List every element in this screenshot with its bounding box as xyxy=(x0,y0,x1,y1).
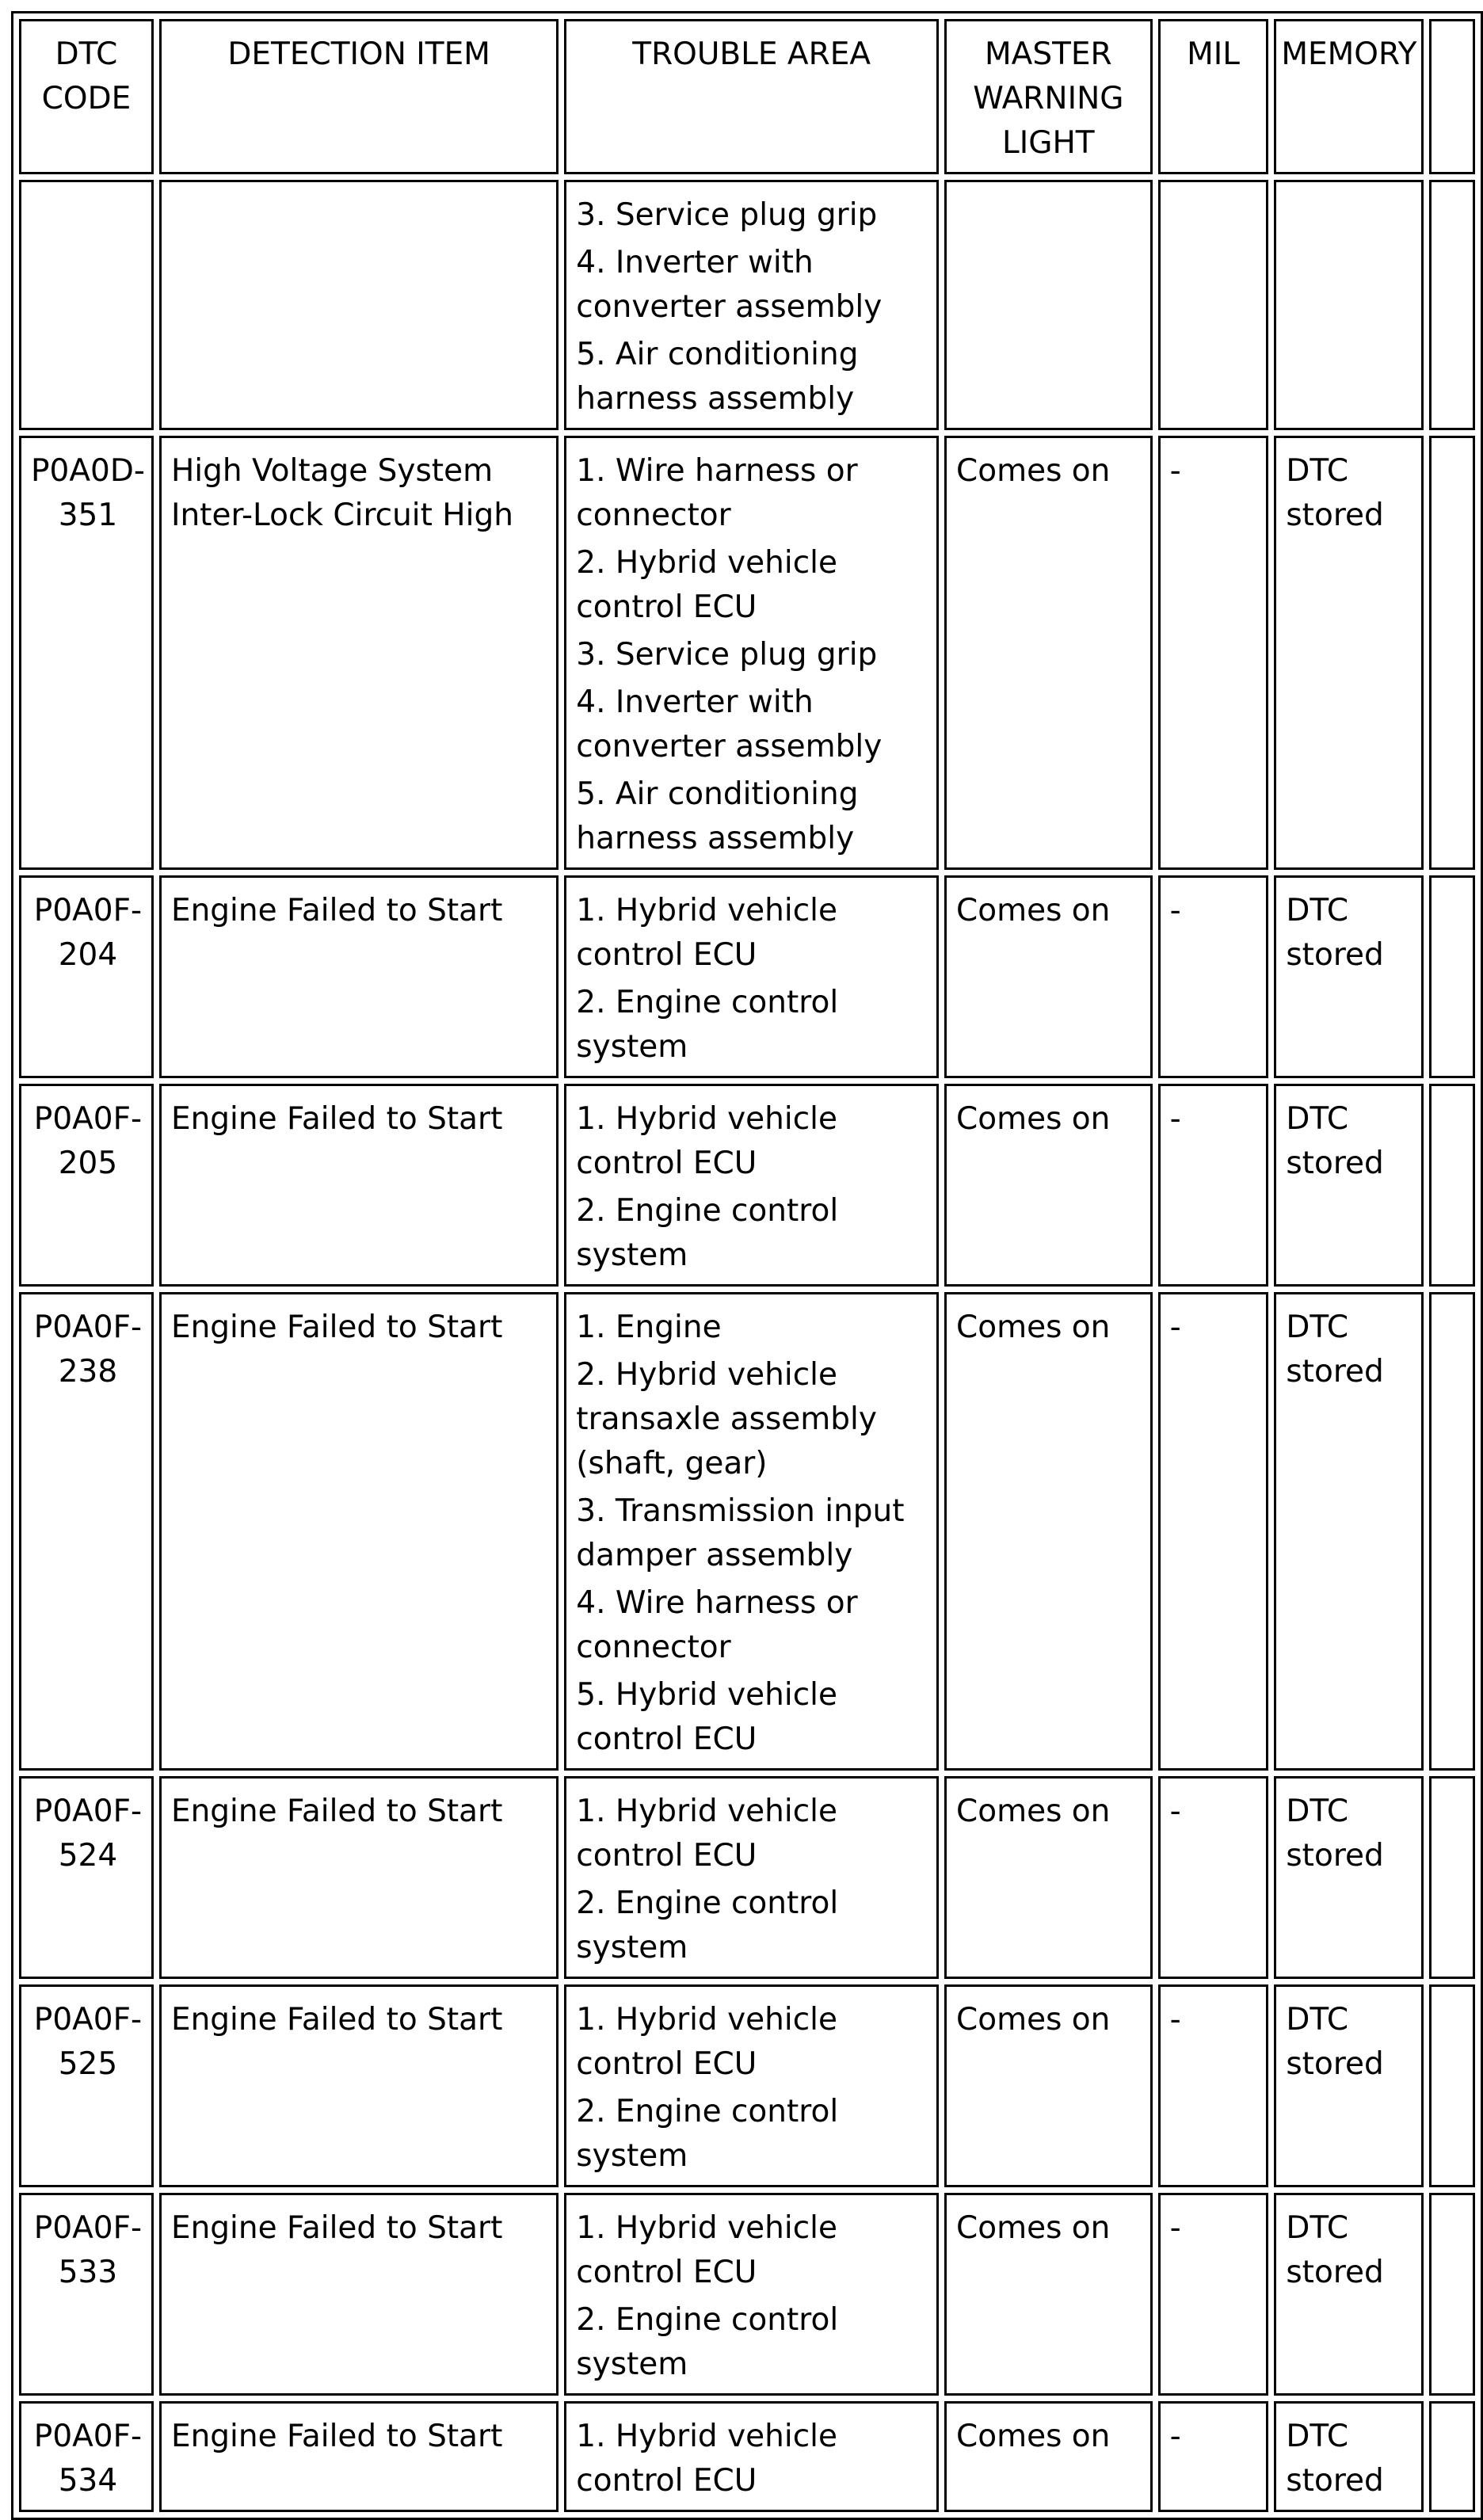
dtc-code-text: P0A0F- xyxy=(33,1101,143,1137)
mil-text: - xyxy=(1169,2002,1181,2038)
mil-cell xyxy=(1158,180,1269,430)
trouble-area-item: 2. Hybrid vehicle transaxle assembly (shaft, gear) xyxy=(576,1357,877,1481)
trouble-area-item: 3. Service plug grip xyxy=(576,637,878,673)
master-warning-light-text: Comes on xyxy=(956,893,1111,928)
clipped-column-cell xyxy=(1429,1776,1475,1979)
master-warning-light-cell xyxy=(944,2193,1153,2396)
table-row xyxy=(19,2193,1475,2396)
trouble-area-item: 1. Hybrid vehicle control ECU xyxy=(576,1101,837,1181)
trouble-area-cell xyxy=(564,436,939,870)
trouble-area-item: 2. Engine control system xyxy=(576,1885,839,1965)
master-warning-light-text: Comes on xyxy=(956,2210,1111,2246)
memory-cell xyxy=(1274,1776,1424,1979)
dtc-code-cell xyxy=(19,1984,154,2187)
trouble-area-item: 1. Hybrid vehicle control ECU xyxy=(576,2419,837,2499)
clipped-column-cell xyxy=(1429,2193,1475,2396)
mil-cell xyxy=(1158,2401,1269,2512)
clipped-column-cell xyxy=(1429,1984,1475,2187)
dtc-code-text: 205 xyxy=(58,1146,118,1181)
trouble-area-item: 1. Hybrid vehicle control ECU xyxy=(576,1794,837,1874)
trouble-area-item: 2. Engine control system xyxy=(576,2302,839,2382)
memory-cell xyxy=(1274,1984,1424,2187)
header-trouble-area xyxy=(564,19,939,174)
clipped-column-cell xyxy=(1429,875,1475,1078)
detection-item-cell xyxy=(159,436,559,870)
detection-item-cell xyxy=(159,2193,559,2396)
header-memory-line: MEMORY xyxy=(1281,36,1417,72)
header-master-warning-light-line: LIGHT xyxy=(1002,125,1095,161)
trouble-area-cell xyxy=(564,875,939,1078)
dtc-code-text: 351 xyxy=(58,498,118,533)
trouble-area-item: 5. Air conditioning harness assembly xyxy=(576,337,859,417)
dtc-code-cell xyxy=(19,436,154,870)
header-memory xyxy=(1274,19,1424,174)
memory-cell xyxy=(1274,2401,1424,2512)
header-trouble-area-line: TROUBLE AREA xyxy=(632,36,871,72)
memory-text: DTC xyxy=(1286,893,1349,928)
trouble-area-item: 1. Hybrid vehicle control ECU xyxy=(576,893,837,973)
master-warning-light-cell xyxy=(944,2401,1153,2512)
memory-cell xyxy=(1274,2193,1424,2396)
master-warning-light-cell xyxy=(944,1292,1153,1771)
header-mil xyxy=(1158,19,1269,174)
detection-item-cell xyxy=(159,2401,559,2512)
header-master-warning-light-line: WARNING xyxy=(973,81,1124,116)
header-mil-line: MIL xyxy=(1187,36,1240,72)
table-row xyxy=(19,875,1475,1078)
trouble-area-cell xyxy=(564,2401,939,2512)
detection-item-text: Engine Failed to Start xyxy=(170,1794,503,1829)
trouble-area-item: 2. Hybrid vehicle control ECU xyxy=(576,545,837,625)
table-row xyxy=(19,1984,1475,2187)
mil-text: - xyxy=(1169,1101,1181,1137)
table-row xyxy=(19,2401,1475,2512)
dtc-code-text: P0A0F- xyxy=(33,1794,143,1829)
mil-text: - xyxy=(1169,1310,1181,1345)
trouble-area-cell xyxy=(564,1084,939,1287)
mil-cell xyxy=(1158,1984,1269,2187)
memory-cell xyxy=(1274,180,1424,430)
memory-text: DTC xyxy=(1286,2210,1349,2246)
master-warning-light-cell xyxy=(944,875,1153,1078)
table-row xyxy=(19,1292,1475,1771)
dtc-code-text: 534 xyxy=(58,2463,118,2499)
dtc-code-text: P0A0F- xyxy=(33,893,143,928)
dtc-code-text: P0A0F- xyxy=(33,2210,143,2246)
trouble-area-item: 1. Hybrid vehicle control ECU xyxy=(576,2210,837,2290)
dtc-code-text: P0A0F- xyxy=(33,1310,143,1345)
table-row xyxy=(19,180,1475,430)
mil-cell xyxy=(1158,1084,1269,1287)
table-row xyxy=(19,1084,1475,1287)
dtc-code-text: 525 xyxy=(58,2046,118,2082)
clipped-column-cell xyxy=(1429,1084,1475,1287)
trouble-area-item: 5. Air conditioning harness assembly xyxy=(576,776,859,856)
header-master-warning-light-line: MASTER xyxy=(985,36,1112,72)
detection-item-text: Inter-Lock Circuit High xyxy=(170,498,513,533)
header-row xyxy=(19,19,1475,174)
master-warning-light-text: Comes on xyxy=(956,2002,1111,2038)
master-warning-light-cell xyxy=(944,1084,1153,1287)
trouble-area-item: 1. Engine xyxy=(576,1310,722,1345)
clipped-column-cell xyxy=(1429,1292,1475,1771)
master-warning-light-text: Comes on xyxy=(956,453,1111,489)
mil-cell xyxy=(1158,436,1269,870)
master-warning-light-cell xyxy=(944,436,1153,870)
memory-text: DTC xyxy=(1286,1310,1349,1345)
trouble-area-item: 4. Inverter with converter assembly xyxy=(576,245,883,325)
memory-text: stored xyxy=(1286,1838,1384,1874)
detection-item-cell xyxy=(159,180,559,430)
mil-text: - xyxy=(1169,2419,1181,2454)
dtc-code-cell xyxy=(19,875,154,1078)
dtc-code-text: 204 xyxy=(58,937,118,973)
memory-text: DTC xyxy=(1286,1794,1349,1829)
detection-item-cell xyxy=(159,1084,559,1287)
trouble-area-item: 2. Engine control system xyxy=(576,2094,839,2174)
trouble-area-item: 1. Hybrid vehicle control ECU xyxy=(576,2002,837,2082)
trouble-area-cell xyxy=(564,1292,939,1771)
dtc-code-text: 524 xyxy=(58,1838,118,1874)
dtc-code-text: P0A0F- xyxy=(33,2419,143,2454)
memory-text: DTC xyxy=(1286,2419,1349,2454)
mil-cell xyxy=(1158,875,1269,1078)
header-master-warning-light xyxy=(944,19,1153,174)
dtc-code-cell xyxy=(19,180,154,430)
header-detection-item-line: DETECTION ITEM xyxy=(227,36,490,72)
mil-text: - xyxy=(1169,453,1181,489)
trouble-area-item: 3. Service plug grip xyxy=(576,197,878,233)
dtc-code-text: P0A0F- xyxy=(33,2002,143,2038)
master-warning-light-cell xyxy=(944,1984,1153,2187)
mil-text: - xyxy=(1169,893,1181,928)
header-detection-item xyxy=(159,19,559,174)
clipped-column-cell xyxy=(1429,180,1475,430)
dtc-code-cell xyxy=(19,1776,154,1979)
clipped-column-cell xyxy=(1429,436,1475,870)
header-dtc-code xyxy=(19,19,154,174)
detection-item-cell xyxy=(159,1292,559,1771)
dtc-code-cell xyxy=(19,2193,154,2396)
trouble-area-item: 4. Inverter with converter assembly xyxy=(576,684,883,764)
memory-text: DTC xyxy=(1286,453,1349,489)
trouble-area-cell xyxy=(564,180,939,430)
dtc-code-text: 238 xyxy=(58,1354,118,1390)
trouble-area-cell xyxy=(564,2193,939,2396)
memory-text: DTC xyxy=(1286,2002,1349,2038)
detection-item-cell xyxy=(159,1776,559,1979)
dtc-code-text: 533 xyxy=(58,2255,118,2290)
header-dtc-code-line: DTC xyxy=(55,36,118,72)
dtc-code-cell xyxy=(19,1084,154,1287)
memory-cell xyxy=(1274,875,1424,1078)
memory-text: stored xyxy=(1286,1354,1384,1390)
trouble-area-item: 3. Transmission input damper assembly xyxy=(576,1493,905,1573)
mil-cell xyxy=(1158,2193,1269,2396)
memory-text: stored xyxy=(1286,2255,1384,2290)
trouble-area-item: 2. Engine control system xyxy=(576,985,839,1065)
memory-text: stored xyxy=(1286,937,1384,973)
table-row xyxy=(19,436,1475,870)
trouble-area-item: 5. Hybrid vehicle control ECU xyxy=(576,1677,837,1757)
master-warning-light-text: Comes on xyxy=(956,1794,1111,1829)
memory-cell xyxy=(1274,1292,1424,1771)
dtc-code-cell xyxy=(19,2401,154,2512)
memory-text: stored xyxy=(1286,2463,1384,2499)
mil-cell xyxy=(1158,1292,1269,1771)
mil-text: - xyxy=(1169,2210,1181,2246)
detection-item-text: Engine Failed to Start xyxy=(170,1101,503,1137)
master-warning-light-cell xyxy=(944,180,1153,430)
detection-item-cell xyxy=(159,875,559,1078)
table-row xyxy=(19,1776,1475,1979)
memory-cell xyxy=(1274,436,1424,870)
trouble-area-cell xyxy=(564,1776,939,1979)
dtc-table xyxy=(11,11,1483,2520)
mil-text: - xyxy=(1169,1794,1181,1829)
memory-cell xyxy=(1274,1084,1424,1287)
header-dtc-code-line: CODE xyxy=(41,81,132,116)
detection-item-text: Engine Failed to Start xyxy=(170,1310,503,1345)
mil-cell xyxy=(1158,1776,1269,1979)
clipped-column-cell xyxy=(1429,2401,1475,2512)
detection-item-text: High Voltage System xyxy=(170,453,494,489)
detection-item-text: Engine Failed to Start xyxy=(170,2002,503,2038)
dtc-code-cell xyxy=(19,1292,154,1771)
trouble-area-item: 2. Engine control system xyxy=(576,1193,839,1273)
master-warning-light-text: Comes on xyxy=(956,2419,1111,2454)
detection-item-text: Engine Failed to Start xyxy=(170,2419,503,2454)
dtc-table-body xyxy=(19,180,1475,2512)
master-warning-light-text: Comes on xyxy=(956,1310,1111,1345)
memory-text: stored xyxy=(1286,1146,1384,1181)
header-clipped-column xyxy=(1429,19,1475,174)
detection-item-text: Engine Failed to Start xyxy=(170,2210,503,2246)
trouble-area-cell xyxy=(564,1984,939,2187)
trouble-area-item: 4. Wire harness or connector xyxy=(576,1585,858,1665)
dtc-code-text: P0A0D- xyxy=(31,453,145,489)
memory-text: stored xyxy=(1286,498,1384,533)
master-warning-light-text: Comes on xyxy=(956,1101,1111,1137)
trouble-area-item: 1. Wire harness or connector xyxy=(576,453,858,533)
memory-text: stored xyxy=(1286,2046,1384,2082)
detection-item-cell xyxy=(159,1984,559,2187)
master-warning-light-cell xyxy=(944,1776,1153,1979)
memory-text: DTC xyxy=(1286,1101,1349,1137)
detection-item-text: Engine Failed to Start xyxy=(170,893,503,928)
